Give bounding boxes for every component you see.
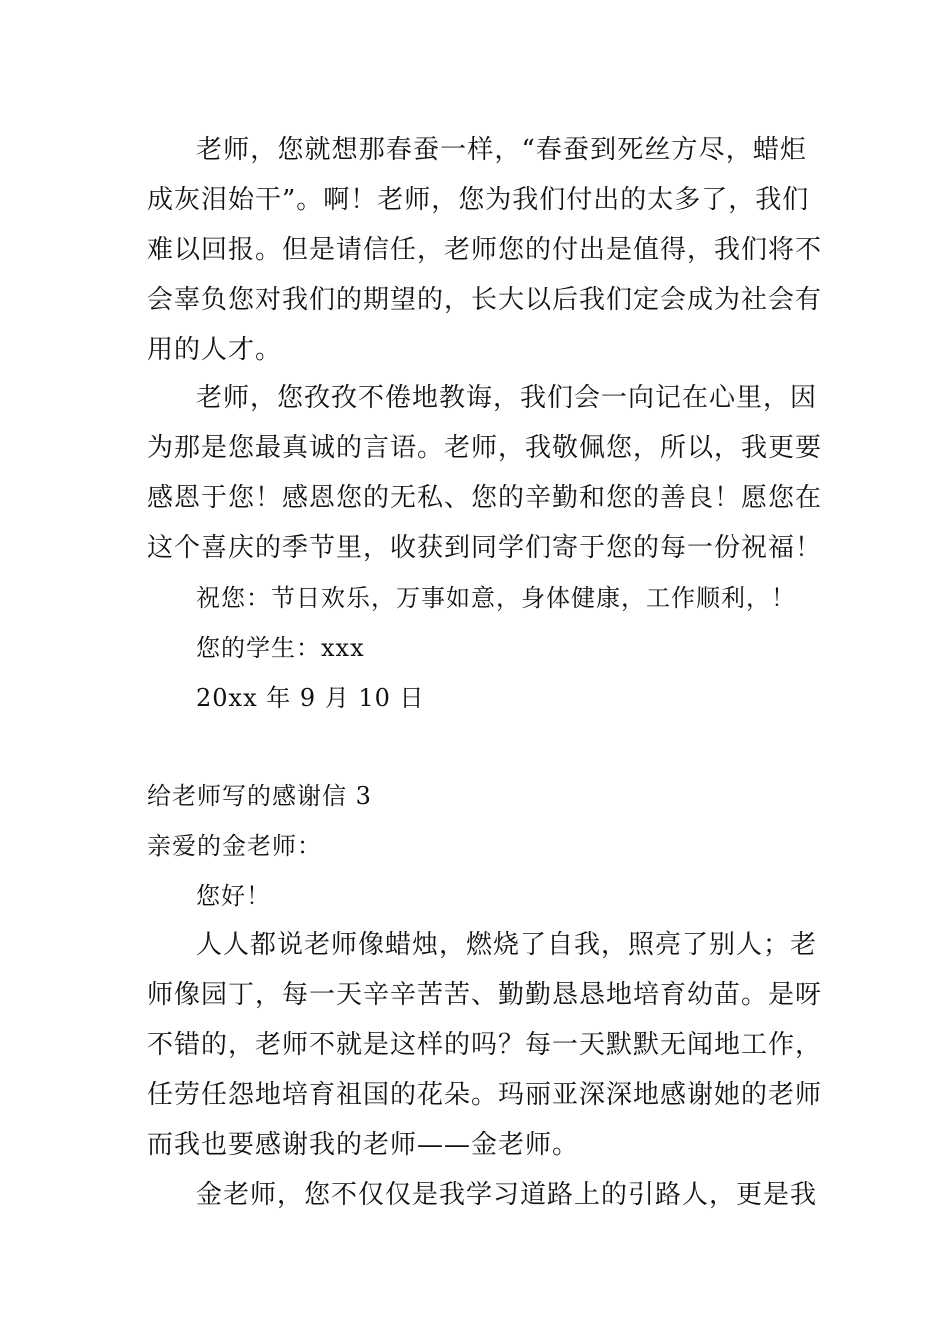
paragraph-line: 任劳任怨地培育祖国的花朵。玛丽亚深深地感谢她的老师 [147, 1080, 823, 1110]
letter-title: 给老师写的感谢信 3 [147, 782, 372, 810]
paragraph-line: 师像园丁，每一天辛辛苦苦、勤勤恳恳地培育幼苗。是呀 [147, 980, 823, 1010]
paragraph-line: 为那是您最真诚的言语。老师，我敬佩您，所以，我更要 [147, 433, 823, 463]
paragraph-line: 金老师，您不仅仅是我学习道路上的引路人，更是我 [196, 1180, 818, 1210]
paragraph-line: 而我也要感谢我的老师——金老师。 [147, 1130, 580, 1160]
paragraph-line: 不错的，老师不就是这样的吗？每一天默默无闻地工作， [147, 1030, 823, 1060]
letter-date: 20xx 年 9 月 10 日 [196, 684, 425, 712]
paragraph-line: 难以回报。但是请信任，老师您的付出是值得，我们将不 [147, 235, 823, 265]
paragraph-line: 会辜负您对我们的期望的，长大以后我们定会成为社会有 [147, 285, 823, 315]
salutation: 亲爱的金老师： [147, 832, 322, 860]
paragraph-line: 老师，您孜孜不倦地教诲，我们会一向记在心里，因 [196, 383, 818, 413]
paragraph-line: 成灰泪始干”。啊！老师，您为我们付出的太多了，我们 [147, 185, 810, 215]
paragraph-line: 这个喜庆的季节里，收获到同学们寄于您的每一份祝福！ [147, 533, 823, 563]
paragraph-line: 人人都说老师像蜡烛，燃烧了自我，照亮了别人；老 [196, 930, 818, 960]
greeting: 您好！ [196, 882, 271, 910]
closing-wish: 祝您：节日欢乐，万事如意，身体健康，工作顺利，！ [196, 584, 796, 612]
signature: 您的学生：xxx [196, 634, 365, 662]
paragraph-line: 感恩于您！感恩您的无私、您的辛勤和您的善良！愿您在 [147, 483, 823, 513]
paragraph-line: 老师，您就想那春蚕一样，“春蚕到死丝方尽，蜡炬 [196, 135, 807, 165]
paragraph-line: 用的人才。 [147, 335, 283, 365]
